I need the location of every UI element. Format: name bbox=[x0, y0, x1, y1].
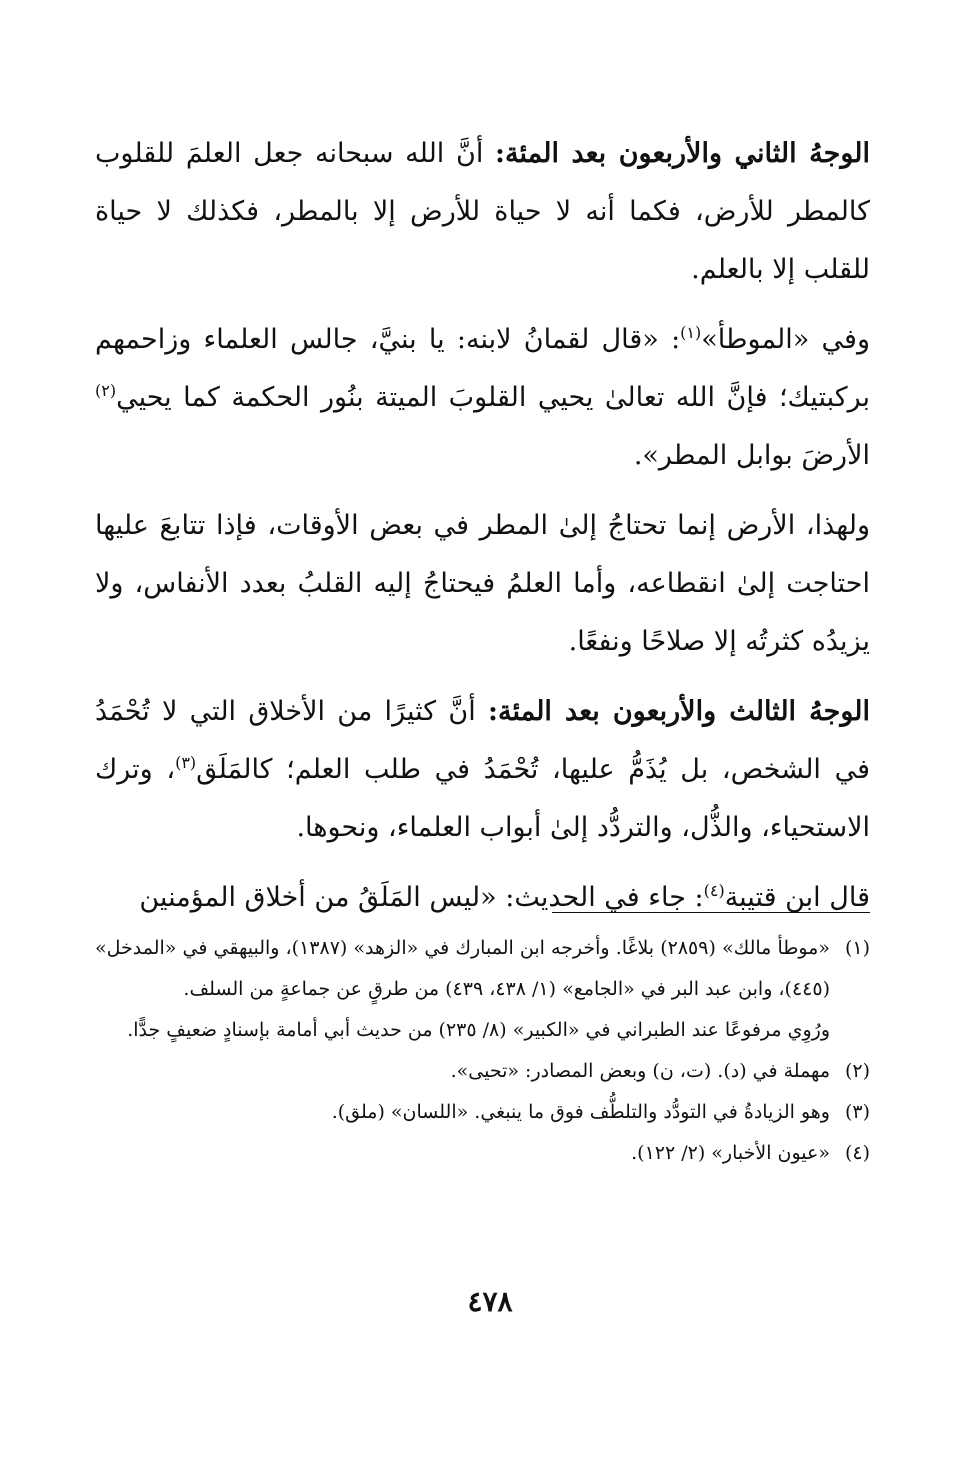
paragraph-4 bbox=[95, 683, 870, 857]
footnote-4-text: «عيون الأخبار» (٢/ ١٢٢). bbox=[631, 1142, 830, 1164]
footnote-separator bbox=[552, 912, 870, 913]
footnote-3-number: (٣) bbox=[844, 1101, 870, 1123]
paragraph-2-text-b: : «قال لقمانُ لابنه: يا بنيَّ، جالس العلماء وزاحمهم بركبتيك؛ فإنَّ الله تعالىٰ يحيي القلوبَ الميتة بنُور الحكمة كما يحيي bbox=[95, 324, 870, 413]
page-body bbox=[95, 125, 870, 939]
footnote-ref-4[interactable]: (٤) bbox=[703, 881, 725, 900]
paragraph-5-text-b: : جاء في الحديث: «ليس المَلَقُ من أخلاق المؤمنين bbox=[139, 882, 704, 913]
paragraph-4-text-b: ، وترك الاستحياء، والذُّل، والتردُّد إلىٰ أبواب العلماء، ونحوها. bbox=[95, 754, 870, 843]
paragraph-1 bbox=[95, 125, 870, 299]
footnote-1-text: «موطأ مالك» (٢٨٥٩) بلاغًا. وأخرجه ابن المبارك في «الزهد» (١٣٨٧)، والبيهقي في «المدخل» (٤٤٥)، وابن عبد البر في «الجامع» (١/ ٤٣٨، ٤٣٩) من طرقٍ عن جماعةٍ من السلف. bbox=[95, 937, 830, 1000]
main-text bbox=[95, 125, 870, 927]
paragraph-2-text-a: وفي «الموطأ» bbox=[701, 324, 870, 355]
footnote-1-number: (١) bbox=[844, 937, 870, 959]
paragraph-4-text-a: أنَّ كثيرًا من الأخلاق التي لا تُحْمَدُ في الشخص، بل يُذَمُّ عليها، تُحْمَدُ في طلب العلم؛ كالمَلَق bbox=[95, 696, 870, 785]
footnote-2-text: مهملة في (د). (ت، ن) وبعض المصادر: «تحيى». bbox=[450, 1060, 830, 1082]
paragraph-3 bbox=[95, 497, 870, 671]
footnote-4 bbox=[95, 1133, 870, 1174]
footnote-1 bbox=[95, 928, 870, 1010]
footnote-2 bbox=[95, 1051, 870, 1092]
footnote-ref-1[interactable]: (١) bbox=[680, 323, 702, 342]
paragraph-5 bbox=[95, 869, 870, 927]
footnote-ref-2[interactable]: (٢) bbox=[95, 381, 117, 400]
footnote-3 bbox=[95, 1092, 870, 1133]
paragraph-2-text-c: الأرضَ بوابل المطر». bbox=[633, 440, 870, 471]
footnote-4-number: (٤) bbox=[844, 1142, 870, 1164]
paragraph-1-heading: الوجهُ الثاني والأربعون بعد المئة: bbox=[495, 138, 870, 169]
footnotes bbox=[95, 928, 870, 1174]
paragraph-3-text: ولهذا، الأرض إنما تحتاجُ إلىٰ المطر في بعض الأوقات، فإذا تتابعَ عليها احتاجت إلىٰ انقطاعه، وأما العلمُ فيحتاجُ إليه القلبُ بعدد الأنفاس، ولا يزيدُه كثرتُه إلا صلاحًا ونفعًا. bbox=[95, 510, 870, 657]
paragraph-1-text: أنَّ الله سبحانه جعل العلمَ للقلوب كالمطر للأرض، فكما أنه لا حياة للأرض إلا بالمطر، فكذلك لا حياة للقلب إلا بالعلم. bbox=[95, 138, 870, 285]
footnote-1-continuation: ورُوِي مرفوعًا عند الطبراني في «الكبير» (٨/ ٢٣٥) من حديث أبي أمامة بإسنادٍ ضعيفٍ جدًّا. bbox=[127, 1019, 830, 1041]
paragraph-5-text-a: قال ابن قتيبة bbox=[724, 882, 870, 913]
footnote-2-number: (٢) bbox=[844, 1060, 870, 1082]
page-number: ٤٧٨ bbox=[467, 1285, 513, 1318]
paragraph-4-heading: الوجهُ الثالث والأربعون بعد المئة: bbox=[488, 696, 870, 727]
footnote-3-text: وهو الزيادةُ في التودُّد والتلطُّف فوق ما ينبغي. «اللسان» (ملق). bbox=[331, 1101, 830, 1123]
footnote-ref-3[interactable]: (٣) bbox=[175, 753, 197, 772]
paragraph-2 bbox=[95, 311, 870, 485]
